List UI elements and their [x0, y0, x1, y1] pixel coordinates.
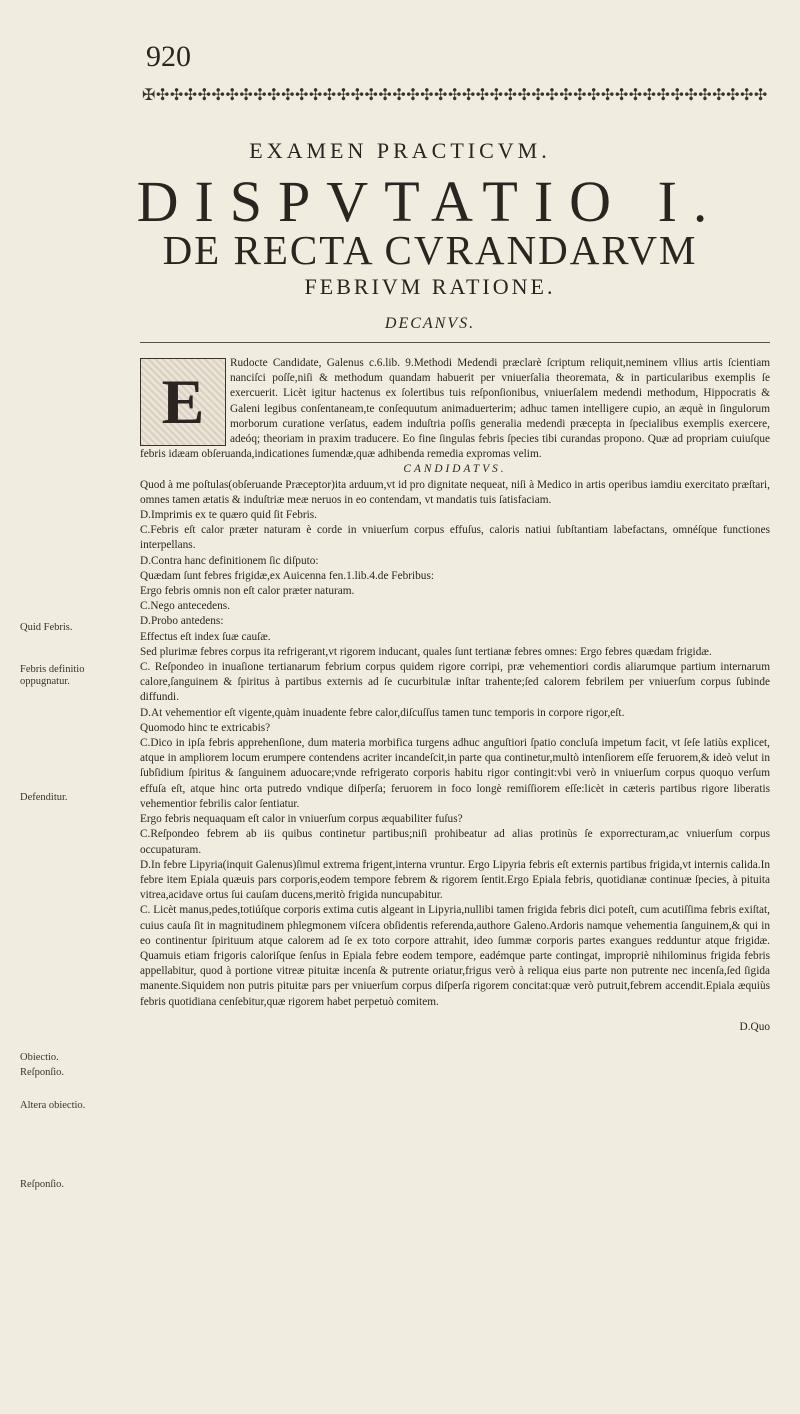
paragraph: C.Febris eſt calor præter naturam è corde in vniuerſum corpus effuſus, caloris natiui ſubſtantiam labefactans, omnéſque functiones interpellans.: [140, 524, 770, 552]
paragraph: Quomodo hinc te extricabis?: [140, 721, 271, 734]
speaker-heading-candidatus: CANDIDATVS.: [403, 463, 507, 476]
margin-note: Reſponſio.: [20, 1067, 65, 1078]
examen-heading: EXAMEN PRACTICVM.: [249, 138, 551, 163]
paragraph: D.Contra hanc definitionem ſic diſputo:: [140, 554, 319, 567]
paragraph: Ergo febris nequaquam eſt calor in vniuerſum corpus æquabiliter fuſus?: [140, 813, 463, 826]
subtitle: FEBRIVM RATIONE.: [304, 274, 556, 299]
margin-note: Febris definitio oppugnatur.: [20, 664, 85, 687]
margin-note: Obiectio.: [20, 1052, 59, 1063]
ornament-band: ✠✣✣✣✣✣✣✣✣✣✣✣✣✣✣✣✣✣✣✣✣✣✣✣✣✣✣✣✣✣✣✣✣✣✣✣✣✣✣✣✣✣✣✣✣: [142, 87, 768, 104]
paragraph: C.Nego antecedens.: [140, 600, 231, 613]
margin-note: Quid Febris.: [20, 622, 73, 633]
margin-note: Altera obiectio.: [20, 1100, 86, 1111]
paragraph: Ergo febris omnis non eſt calor præter naturam.: [140, 585, 355, 598]
paragraph: Rudocte Candidate, Galenus c.6.lib. 9.Methodi Medendi præclarè ſcriptum reliquit,neminem vllius artis ſcientiam nanciſci poſſe,niſi & methodum quandam habuerit per vniuerſalia theoremata, & in particularibus exemplis ſe exercuerit. Licèt igitur hactenus ex ſolertibus tuis reſponſionibus, vniuerſalem medendi methodum, Hippocratis & Galeni legibus conſentaneam,te conſequutum animaduerterim; adhuc tamen intelligere cupio, an æquè in ſingulorum morborum curatione verſatus, eadem induſtria poſſis generalia medendi præcepta in ſpecialibus exemplis exercere, adeóq; theoriam in praxim traducere. Eo fine ſingulas febris ſpecies tibi curandas propono. Quæ ad propriam cuiuſque febris idæam obſeruanda,indicationes ſumendæ,quæ adhibenda remedia expromas velim.: [140, 357, 770, 461]
page-number: 920: [146, 40, 191, 73]
margin-note: Reſponſio.: [20, 1179, 65, 1190]
paragraph: Sed plurimæ febres corpus ita refrigerant,vt rigorem inducant, quales ſunt tertianæ febres omnes: Ergo febres quædam frigidæ.: [140, 645, 712, 658]
disputatio-title: DISPVTATIO I.: [136, 169, 724, 234]
initial-spacer: [140, 356, 230, 446]
paragraph: D.Imprimis ex te quæro quid ſit Febris.: [140, 509, 317, 522]
paragraph: C.Reſpondeo febrem ab iis quibus continetur partibus;niſi prohibeatur ad alias protinùs ſe exporrecturam,ac vniuerſum corpus occupaturam.: [140, 828, 770, 856]
paragraph: D.Probo antedens:: [140, 615, 224, 628]
paragraph: Quod à me poſtulas(obſeruande Præceptor)ita arduum,vt id pro dignitate nequeat, niſi à Medico in artis operibus iamdiu exercitato præſtari, omnes tamen ætatis & induſtriæ meæ neruos in eo contendam, vt mandatis tuis ſatisfaciam.: [140, 478, 770, 506]
catchword: D.Quo: [739, 1020, 770, 1033]
main-title: DE RECTA CVRANDARVM: [162, 227, 698, 273]
paragraph: Effectus eſt index ſuæ cauſæ.: [140, 630, 271, 643]
paragraph: D.In febre Lipyria(inquit Galenus)ſimul extrema frigent,interna vruntur. Ergo Lipyria febris eſt externis partibus frigida,vt internis calida.In febre item Epiala quæuis pars corporis,eodem tempore febrem & rigorem ſentit.Ergo Epiala febris, quotidianæ continuæ ſpecies, à pituita vitrea,acidave ortus ſui cauſam ducens,meritò frigida nuncupabitur.: [140, 858, 770, 902]
main-text: [140, 356, 770, 1035]
speaker-heading: DECANVS.: [384, 315, 476, 332]
paragraph: C. Reſpondeo in inuaſione tertianarum febrium corpus quidem rigore corripi, præ vehementiori cordis aliarumque partium internarum calore,ſanguinem & ſpiritus à partibus externis ad ſe cucurbitulæ inſtar trahente;ſed calorem febrilem per vniuerſum corpus ſubinde diffundi.: [140, 661, 770, 704]
margin-note: Defenditur.: [20, 792, 68, 803]
initial-letter: E: [161, 366, 205, 437]
divider: [140, 342, 770, 343]
paragraph: C. Licèt manus,pedes,totiúſque corporis extima cutis algeant in Lipyria,nullibi tamen frigida febris dici poteſt, cum acutiſſima febris exiſtat, cuius cauſa ſit in magnitudinem phlegmonem viſcera obſidentis referenda,authore Galeno.Ardoris namque vehementia ſanguinem,& qui in eo continentur ſpirituum atque calorem ad ſe ex toto corpore attrahit, ideo ſummæ corporis partes exangues redduntur atque frigidæ. Quamuis etiam frigoris caloriſque ſenſus in Epiala febre eodem tempore, eadémque parte contingat, impropriè nihilominus frigida febris appellabitur, quod à portione vitreæ pituitæ incenſa & putrente oriatur,frigus verò à reliqua eius parte non putrente nec incenſa,ſed ſigida manente.Siquidem non putris pituitæ pars per vniuerſum corpus diſperſa rigorem concitat:quæ verò putruit,febrem accendit.Epiala æquiùs febris quotidiana cenſebitur,quæ rigorem habet perpetuò comitem.: [140, 904, 770, 1008]
paragraph: Quædam ſunt febres frigidæ,ex Auicenna fen.1.lib.4.de Febribus:: [140, 569, 434, 582]
paragraph: C.Dico in ipſa febris apprehenſione, dum materia morbifica turgens adhuc anguſtiori ſpatio concluſa impetum facit, vt ſeſe latiùs explicet, atque in ampliorem locum erumpere contendens acriter incandeſcit,in parte qua continetur,multò intenſiorem eſſe feruorem,& ideò velut in ſubſidium ſpiritus & ſanguinem aduocare;vnde refrigerato corporis habitu rigor contingit:vbi verò in vniuerſum corpus quoquo verſum effuſa eſt, atque hinc orta putredo vndique diſperſa; feruorem in foco longè remiſſiorem eſſe:licèt in cæteris partibus rigore liberatis vehementior febrilis calor ſentiatur.: [140, 737, 770, 810]
paragraph: D.At vehementior eſt vigente,quàm inuadente febre calor,diſcuſſus tamen tunc temporis in corpore rigor,eſt.: [140, 706, 625, 719]
